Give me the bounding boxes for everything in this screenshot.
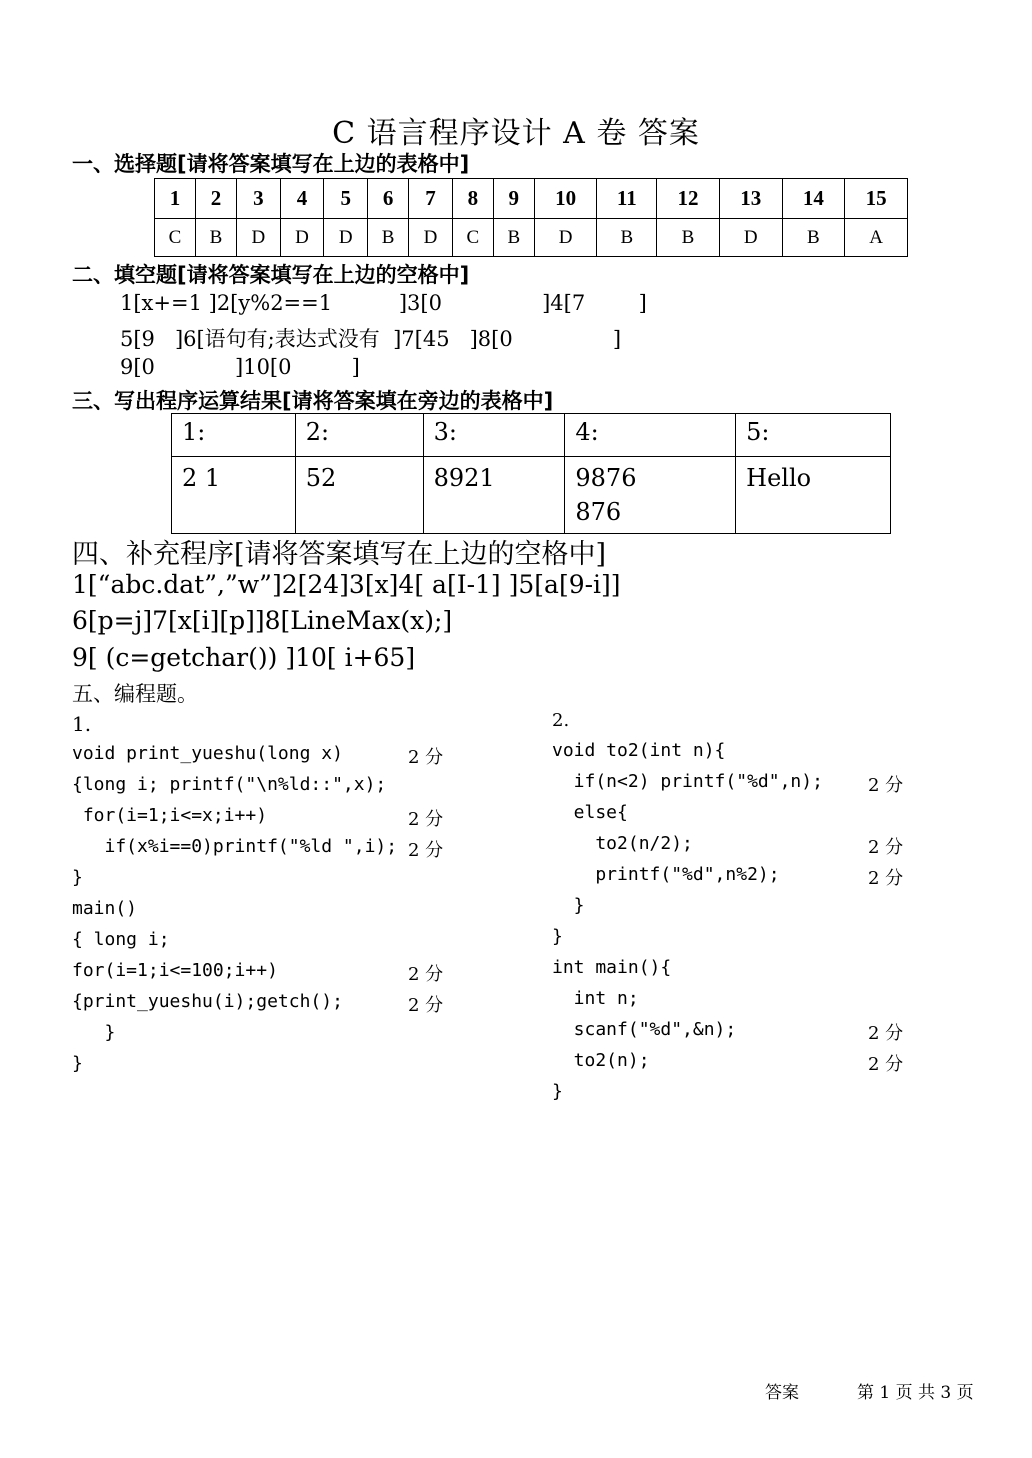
choice-answer-cell: D	[719, 219, 782, 257]
code-line: }	[72, 867, 83, 888]
score-mark: 2 分	[408, 964, 444, 985]
code-line: int n;	[552, 988, 639, 1009]
code-line: { long i;	[72, 929, 170, 950]
code-line: if(x%i==0)printf("%ld ",i);	[72, 836, 398, 857]
program-result-table	[171, 413, 891, 534]
code-line: main()	[72, 898, 138, 919]
result-header-cell: 2:	[295, 414, 423, 457]
code-line: void to2(int n){	[552, 740, 726, 761]
section4-heading: 四、补充程序[请将答案填写在上边的空格中]	[72, 539, 607, 570]
code-line: }	[72, 1053, 83, 1074]
result-answer-row	[172, 457, 891, 534]
result-header-cell: 5:	[736, 414, 891, 457]
code-line: if(n<2) printf("%d",n);	[552, 771, 823, 792]
choice-answer-cell: B	[493, 219, 534, 257]
score-mark: 2 分	[868, 775, 904, 796]
section2-heading: 二、填空题[请将答案填写在上边的空格中]	[72, 263, 470, 287]
choice-number-cell: 12	[657, 179, 720, 219]
result-header-cell: 3:	[423, 414, 565, 457]
result-answer-cell	[295, 457, 423, 534]
footer-label: 答案	[765, 1383, 799, 1403]
score-mark: 2 分	[408, 995, 444, 1016]
code-line: for(i=1;i<=100;i++)	[72, 960, 278, 981]
choice-answer-cell: B	[657, 219, 720, 257]
code-line: }	[72, 1022, 116, 1043]
choice-number-cell: 2	[195, 179, 236, 219]
choice-answer-cell: D	[409, 219, 453, 257]
page-title: C 语言程序设计 A 卷 答案	[332, 116, 700, 151]
choice-answer-cell: C	[452, 219, 493, 257]
result-header-cell: 1:	[172, 414, 296, 457]
program1-label: 1.	[72, 712, 92, 736]
score-mark: 2 分	[868, 1023, 904, 1044]
result-answer-cell	[565, 457, 736, 534]
result-answer-cell	[736, 457, 891, 534]
fill-blank-line-1: 1[x+=1 ]2[y%2==1 ]3[0 ]4[7 ]	[120, 291, 647, 315]
result-answer-line: 8921	[433, 464, 495, 492]
complete-program-line-3: 9[ (c=getchar()) ]10[ i+65]	[72, 643, 416, 672]
choice-number-cell: 15	[845, 179, 908, 219]
result-header-row	[172, 414, 891, 457]
result-answer-cell	[172, 457, 296, 534]
choice-number-cell: 7	[409, 179, 453, 219]
choice-answer-cell: D	[534, 219, 597, 257]
code-line: }	[552, 926, 563, 947]
choice-number-cell: 14	[782, 179, 845, 219]
result-header-cell: 4:	[565, 414, 736, 457]
code-line: void print_yueshu(long x)	[72, 743, 343, 764]
choice-number-cell: 13	[719, 179, 782, 219]
score-mark: 2 分	[408, 840, 444, 861]
code-line: else{	[552, 802, 628, 823]
code-line: }	[552, 895, 585, 916]
result-answer-cell	[423, 457, 565, 534]
choice-answer-cell: A	[845, 219, 908, 257]
result-answer-line: 2 1	[182, 464, 221, 492]
choice-number-row	[155, 179, 908, 219]
code-line: printf("%d",n%2);	[552, 864, 780, 885]
choice-answer-cell: D	[236, 219, 280, 257]
choice-answer-cell: B	[195, 219, 236, 257]
code-line: int main(){	[552, 957, 672, 978]
choice-number-cell: 10	[534, 179, 597, 219]
section5-heading: 五、编程题。	[72, 682, 198, 706]
choice-number-cell: 6	[368, 179, 409, 219]
score-mark: 2 分	[408, 747, 444, 768]
choice-answer-cell: D	[324, 219, 368, 257]
choice-answer-cell: B	[368, 219, 409, 257]
fill-blank-line-2: 5[9 ]6[语句有;表达式没有 ]7[45 ]8[0 ]	[120, 327, 622, 351]
complete-program-line-2: 6[p=j]7[x[i][p]]8[LineMax(x);]	[72, 606, 453, 635]
score-mark: 2 分	[868, 868, 904, 889]
choice-answer-cell: D	[280, 219, 324, 257]
section1-heading: 一、选择题[请将答案填写在上边的表格中]	[72, 152, 470, 176]
code-line: {long i; printf("\n%ld::",x);	[72, 774, 387, 795]
choice-number-cell: 11	[597, 179, 657, 219]
choice-answer-table	[154, 178, 908, 257]
choice-number-cell: 1	[155, 179, 196, 219]
code-line: }	[552, 1081, 563, 1102]
result-answer-line: 9876	[575, 464, 637, 492]
footer-page-number: 第 1 页 共 3 页	[857, 1383, 974, 1403]
choice-number-cell: 8	[452, 179, 493, 219]
result-answer-line: 52	[305, 464, 337, 492]
code-line: to2(n/2);	[552, 833, 693, 854]
code-line: for(i=1;i<=x;i++)	[72, 805, 268, 826]
code-line: to2(n);	[552, 1050, 650, 1071]
result-answer-line: 876	[575, 498, 622, 526]
code-line: {print_yueshu(i);getch();	[72, 991, 343, 1012]
score-mark: 2 分	[868, 837, 904, 858]
choice-answer-row	[155, 219, 908, 257]
choice-answer-cell: C	[155, 219, 196, 257]
code-line: scanf("%d",&n);	[552, 1019, 737, 1040]
complete-program-line-1: 1[“abc.dat”,”w”]2[24]3[x]4[ a[I-1] ]5[a[9-i]]	[72, 570, 621, 599]
program2-label: 2.	[552, 710, 570, 731]
choice-number-cell: 4	[280, 179, 324, 219]
choice-answer-cell: B	[597, 219, 657, 257]
fill-blank-line-3: 9[0 ]10[0 ]	[120, 355, 360, 379]
score-mark: 2 分	[408, 809, 444, 830]
section3-heading: 三、写出程序运算结果[请将答案填在旁边的表格中]	[72, 389, 554, 413]
choice-number-cell: 9	[493, 179, 534, 219]
choice-number-cell: 5	[324, 179, 368, 219]
score-mark: 2 分	[868, 1054, 904, 1075]
result-answer-line: Hello	[746, 464, 812, 492]
choice-answer-cell: B	[782, 219, 845, 257]
choice-number-cell: 3	[236, 179, 280, 219]
